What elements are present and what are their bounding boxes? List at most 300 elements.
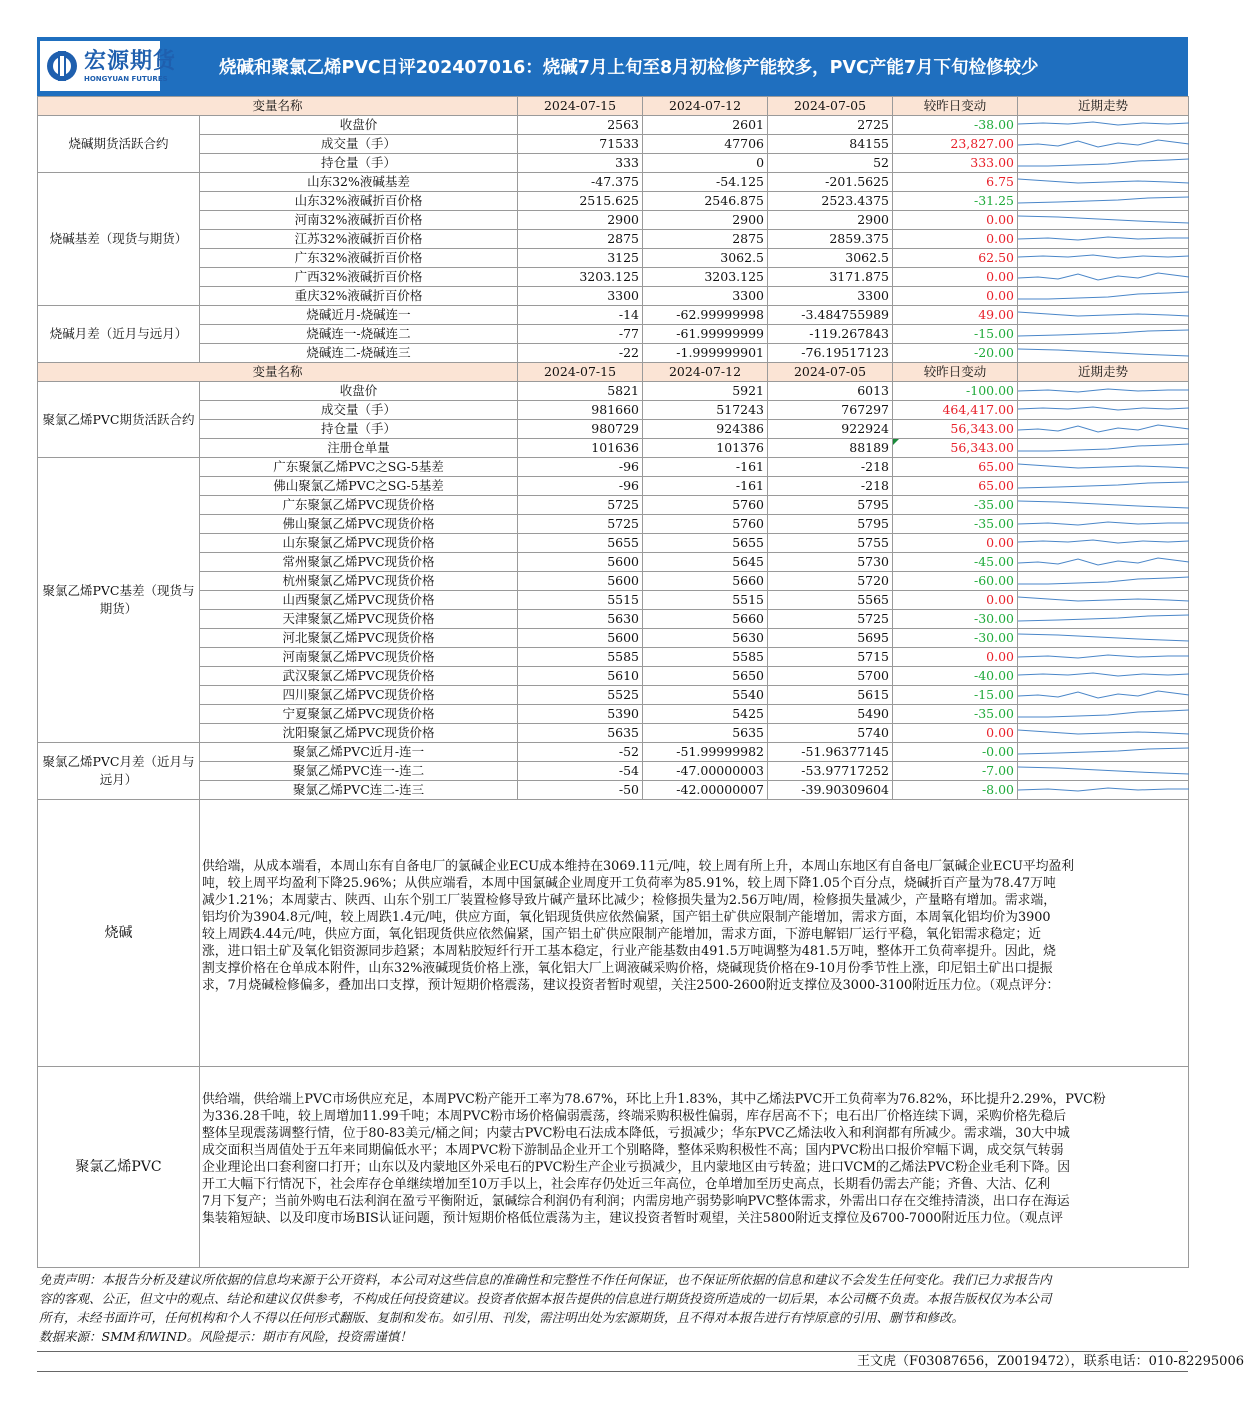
- variable-name: 广东聚氯乙烯PVC之SG-5基差: [200, 458, 518, 477]
- value-2024-07-15: 2515.625: [518, 192, 643, 211]
- value-2024-07-05: -218: [768, 458, 893, 477]
- variable-name: 山东32%液碱基差: [200, 173, 518, 192]
- value-2024-07-05: 2859.375: [768, 230, 893, 249]
- variable-name: 常州聚氯乙烯PVC现货价格: [200, 553, 518, 572]
- value-2024-07-12: -161: [643, 477, 768, 496]
- value-2024-07-15: 3203.125: [518, 268, 643, 287]
- variable-name: 成交量（手）: [200, 135, 518, 154]
- commentary-line: 集装箱短缺、以及印度市场BIS认证问题，预计短期价格低位震荡为主，建议投资者暂时观望，关注5800附近支撑位及6700-7000附近压力位。（观点评: [202, 1211, 1064, 1226]
- variable-name: 河南32%液碱折百价格: [200, 211, 518, 230]
- table-row: [38, 325, 1189, 344]
- value-2024-07-15: 2875: [518, 230, 643, 249]
- value-2024-07-12: 5635: [643, 724, 768, 743]
- table-row: [38, 211, 1189, 230]
- daily-change: -7.00: [893, 762, 1018, 781]
- commentary-line: 成交面积当周值处于五年来同期偏低水平；本周PVC粉下游制品企业开工个别略降，整体采购积极性不高；国内PVC粉出口报价窄幅下调，成交氛气转弱: [202, 1143, 1064, 1158]
- table-row: [38, 515, 1189, 534]
- trend-sparkline: [1018, 667, 1189, 686]
- daily-change: -8.00: [893, 781, 1018, 800]
- variable-name: 河南聚氯乙烯PVC现货价格: [200, 648, 518, 667]
- table-row: [38, 781, 1189, 800]
- daily-change: 0.00: [893, 591, 1018, 610]
- value-2024-07-12: -42.00000007: [643, 781, 768, 800]
- trend-sparkline: [1018, 762, 1189, 781]
- commentary-line: 吨，较上周平均盈利下降25.96%；从供应端看，本周中国氯碱企业周度开工负荷率为85.91%，较上周下降1.05个百分点，烧碱折百产量为78.47万吨: [202, 876, 1056, 891]
- variable-name: 山西聚氯乙烯PVC现货价格: [200, 591, 518, 610]
- daily-change: -0.00: [893, 743, 1018, 762]
- value-2024-07-15: 3125: [518, 249, 643, 268]
- column-header-date: 2024-07-12: [643, 97, 768, 116]
- daily-change: 56,343.00: [893, 420, 1018, 439]
- daily-change: 464,417.00: [893, 401, 1018, 420]
- trend-sparkline: [1018, 781, 1189, 800]
- value-2024-07-15: -50: [518, 781, 643, 800]
- trend-sparkline: [1018, 724, 1189, 743]
- daily-change: -60.00: [893, 572, 1018, 591]
- value-2024-07-15: 2563: [518, 116, 643, 135]
- column-header-change: 较昨日变动: [893, 363, 1018, 382]
- commentary-line: 供给端，供给端上PVC市场供应充足，本周PVC粉产能开工率为78.67%，环比上升1.83%，其中乙烯法PVC开工负荷率为76.82%，环比提升2.29%，PVC粉: [202, 1092, 1106, 1107]
- value-2024-07-12: -47.00000003: [643, 762, 768, 781]
- trend-sparkline: [1018, 610, 1189, 629]
- value-2024-07-12: 5515: [643, 591, 768, 610]
- group-name: 聚氯乙烯PVC基差（现货与期货）: [38, 458, 200, 743]
- column-header-date: 2024-07-15: [518, 363, 643, 382]
- table-row: [38, 496, 1189, 515]
- variable-name: 广东32%液碱折百价格: [200, 249, 518, 268]
- value-2024-07-15: -77: [518, 325, 643, 344]
- variable-name: 杭州聚氯乙烯PVC现货价格: [200, 572, 518, 591]
- commentary-line: 割支撑价格在仓单成本附件，山东32%液碱现货价格上涨，氧化铝大厂上调液碱采购价格，烧碱现货价格在9-10月份季节性上涨，印尼铝土矿出口提振: [202, 961, 1053, 976]
- value-2024-07-05: 2900: [768, 211, 893, 230]
- commentary-line: 开工大幅下行情况下，社会库存仓单继续增加至10万手以上，社会库存仍处近三年高位，仓单增加至历史高点，长期看仍需去产能；齐鲁、大沽、亿利: [202, 1177, 1051, 1192]
- variable-name: 聚氯乙烯PVC连一-连二: [200, 762, 518, 781]
- commentary-category: 聚氯乙烯PVC: [38, 1067, 200, 1268]
- daily-change: -31.25: [893, 192, 1018, 211]
- value-2024-07-15: 5725: [518, 496, 643, 515]
- daily-change: 0.00: [893, 211, 1018, 230]
- value-2024-07-15: 5390: [518, 705, 643, 724]
- table-row: [38, 477, 1189, 496]
- value-2024-07-05: 5715: [768, 648, 893, 667]
- trend-sparkline: [1018, 401, 1189, 420]
- commentary-line: 减少1.21%；本周蒙古、陕西、山东个别工厂装置检修导致片碱产量环比减少；检修损失量为2.56万吨/周，检修损失量减少，产量略有增加。需求端，: [202, 893, 1057, 908]
- value-2024-07-12: 5660: [643, 572, 768, 591]
- daily-change: 23,827.00: [893, 135, 1018, 154]
- value-2024-07-05: 88189: [768, 439, 893, 458]
- commentary-text: [200, 1067, 1189, 1268]
- trend-sparkline: [1018, 344, 1189, 363]
- value-2024-07-15: 333: [518, 154, 643, 173]
- trend-sparkline: [1018, 477, 1189, 496]
- daily-change: 0.00: [893, 230, 1018, 249]
- value-2024-07-05: 5720: [768, 572, 893, 591]
- table-row: [38, 743, 1189, 762]
- daily-change: 56,343.00: [893, 439, 1018, 458]
- table-row: [38, 230, 1189, 249]
- table-row: [38, 401, 1189, 420]
- variable-name: 收盘价: [200, 382, 518, 401]
- daily-change: -30.00: [893, 629, 1018, 648]
- daily-change: 0.00: [893, 534, 1018, 553]
- trend-sparkline: [1018, 686, 1189, 705]
- trend-sparkline: [1018, 173, 1189, 192]
- value-2024-07-12: -161: [643, 458, 768, 477]
- value-2024-07-12: 5660: [643, 610, 768, 629]
- daily-change: 0.00: [893, 724, 1018, 743]
- author-contact: 王文虎（F03087656，Z0019472），联系电话：010-82295006: [857, 1354, 1244, 1369]
- value-2024-07-12: 2900: [643, 211, 768, 230]
- value-2024-07-15: -96: [518, 458, 643, 477]
- daily-change: 62.50: [893, 249, 1018, 268]
- value-2024-07-12: 5645: [643, 553, 768, 572]
- commentary-line: 企业理论出口套利窗口打开；山东以及内蒙地区外采电石的PVC粉生产企业亏损减少，且内蒙地区由亏转盈；进口VCM的乙烯法PVC粉企业毛利下降。因: [202, 1160, 1071, 1175]
- variable-name: 持仓量（手）: [200, 154, 518, 173]
- table-row: [38, 458, 1189, 477]
- value-2024-07-12: 3062.5: [643, 249, 768, 268]
- value-2024-07-05: 3062.5: [768, 249, 893, 268]
- commentary-text: [200, 800, 1189, 1067]
- report-sheet: [37, 37, 1244, 1372]
- variable-name: 烧碱连二-烧碱连三: [200, 344, 518, 363]
- value-2024-07-05: -76.19517123: [768, 344, 893, 363]
- commentary-line: 铝均价为3904.8元/吨，较上周跌1.4元/吨，供应方面，氧化铝现货供应依然偏紧，国产铝土矿供应限制产能增加，需求方面，本周氧化铝均价为3900: [202, 910, 1051, 925]
- variable-name: 武汉聚氯乙烯PVC现货价格: [200, 667, 518, 686]
- column-header-date: 2024-07-15: [518, 97, 643, 116]
- value-2024-07-15: 5600: [518, 572, 643, 591]
- value-2024-07-12: 5540: [643, 686, 768, 705]
- trend-sparkline: [1018, 268, 1189, 287]
- trend-sparkline: [1018, 496, 1189, 515]
- value-2024-07-05: -3.484755989: [768, 306, 893, 325]
- trend-sparkline: [1018, 439, 1189, 458]
- daily-change: -100.00: [893, 382, 1018, 401]
- trend-sparkline: [1018, 648, 1189, 667]
- value-2024-07-15: 5585: [518, 648, 643, 667]
- value-2024-07-12: 3300: [643, 287, 768, 306]
- trend-sparkline: [1018, 382, 1189, 401]
- variable-name: 聚氯乙烯PVC近月-连一: [200, 743, 518, 762]
- value-2024-07-05: 5695: [768, 629, 893, 648]
- value-2024-07-15: 5821: [518, 382, 643, 401]
- variable-name: 江苏32%液碱折百价格: [200, 230, 518, 249]
- value-2024-07-12: 2546.875: [643, 192, 768, 211]
- daily-change: -15.00: [893, 325, 1018, 344]
- column-header-trend: 近期走势: [1018, 97, 1189, 116]
- logo-text-cn: 宏源期货: [84, 49, 177, 74]
- daily-change: 0.00: [893, 648, 1018, 667]
- variable-name: 烧碱连一-烧碱连二: [200, 325, 518, 344]
- value-2024-07-15: 980729: [518, 420, 643, 439]
- value-2024-07-05: -39.90309604: [768, 781, 893, 800]
- value-2024-07-15: 5655: [518, 534, 643, 553]
- disclaimer-line: 免责声明：本报告分析及建议所依据的信息均来源于公开资料，本公司对这些信息的准确性和完整性不作任何保证，也不保证所依据的信息和建议不会发生任何变化。我们已力求报告内: [39, 1272, 1052, 1287]
- daily-change: 6.75: [893, 173, 1018, 192]
- value-2024-07-15: 5610: [518, 667, 643, 686]
- trend-sparkline: [1018, 154, 1189, 173]
- daily-change: -35.00: [893, 496, 1018, 515]
- value-2024-07-15: 5635: [518, 724, 643, 743]
- trend-sparkline: [1018, 211, 1189, 230]
- value-2024-07-12: 0: [643, 154, 768, 173]
- commentary-line: 整体呈现震荡调整行情，位于80-83美元/桶之间；内蒙古PVC粉电石法成本降低，亏损减少；华东PVC乙烯法收入和利润都有所减少。需求端，30大中城: [202, 1126, 1070, 1141]
- variable-name: 广东聚氯乙烯PVC现货价格: [200, 496, 518, 515]
- trend-sparkline: [1018, 553, 1189, 572]
- value-2024-07-15: -54: [518, 762, 643, 781]
- value-2024-07-05: 84155: [768, 135, 893, 154]
- value-2024-07-05: 3300: [768, 287, 893, 306]
- trend-sparkline: [1018, 591, 1189, 610]
- column-header-date: 2024-07-05: [768, 97, 893, 116]
- value-2024-07-05: 6013: [768, 382, 893, 401]
- table-row: [38, 135, 1189, 154]
- commentary-line: 较上周跌4.44元/吨，供应方面，氧化铝现货供应依然偏紧，国产铝土矿供应限制产能增加，需求方面，下游电解铝厂运行平稳，氧化铝需求稳定；近: [202, 927, 1042, 942]
- company-logo: [40, 41, 177, 91]
- table-row: [38, 249, 1189, 268]
- value-2024-07-12: 101376: [643, 439, 768, 458]
- table-row: [38, 610, 1189, 629]
- value-2024-07-15: 5630: [518, 610, 643, 629]
- value-2024-07-12: 47706: [643, 135, 768, 154]
- variable-name: 聚氯乙烯PVC连二-连三: [200, 781, 518, 800]
- value-2024-07-05: 5755: [768, 534, 893, 553]
- commentary-line: 涨，进口铝土矿及氧化铝资源同步趋紧；本周粘胶短纤行开工基本稳定，行业产能基数由491.5万吨调整为481.5万吨，整体开工负荷率提升。因此，烧: [202, 944, 1056, 959]
- variable-name: 山东聚氯乙烯PVC现货价格: [200, 534, 518, 553]
- value-2024-07-15: 5525: [518, 686, 643, 705]
- value-2024-07-12: 924386: [643, 420, 768, 439]
- column-header-date: 2024-07-12: [643, 363, 768, 382]
- table-row: [38, 306, 1189, 325]
- value-2024-07-05: 5725: [768, 610, 893, 629]
- group-name: 聚氯乙烯PVC期货活跃合约: [38, 382, 200, 458]
- commentary-line: 7月下复产；当前外购电石法利润在盈亏平衡附近，氯碱综合利润仍有利润；内需房地产弱势影响PVC整体需求，外需出口存在交维持清淡，出口存在海运: [202, 1194, 1070, 1209]
- value-2024-07-05: -119.267843: [768, 325, 893, 344]
- value-2024-07-05: 2725: [768, 116, 893, 135]
- value-2024-07-12: -51.99999982: [643, 743, 768, 762]
- value-2024-07-12: 2601: [643, 116, 768, 135]
- value-2024-07-15: 5725: [518, 515, 643, 534]
- value-2024-07-12: -1.999999901: [643, 344, 768, 363]
- commentary-lines: [202, 1067, 1188, 1227]
- value-2024-07-12: 5760: [643, 496, 768, 515]
- variable-name: 四川聚氯乙烯PVC现货价格: [200, 686, 518, 705]
- table-row: [38, 268, 1189, 287]
- daily-change: 0.00: [893, 287, 1018, 306]
- variable-name: 成交量（手）: [200, 401, 518, 420]
- report-header: [37, 37, 1188, 96]
- value-2024-07-05: -218: [768, 477, 893, 496]
- value-2024-07-15: 5600: [518, 553, 643, 572]
- table-row: [38, 762, 1189, 781]
- value-2024-07-05: 5565: [768, 591, 893, 610]
- trend-sparkline: [1018, 629, 1189, 648]
- daily-change: -35.00: [893, 515, 1018, 534]
- value-2024-07-15: 71533: [518, 135, 643, 154]
- variable-name: 烧碱近月-烧碱连一: [200, 306, 518, 325]
- trend-sparkline: [1018, 420, 1189, 439]
- value-2024-07-12: -61.99999999: [643, 325, 768, 344]
- table-row: [38, 116, 1189, 135]
- variable-name: 注册仓单量: [200, 439, 518, 458]
- group-name: 聚氯乙烯PVC月差（近月与远月）: [38, 743, 200, 800]
- logo-text-en: HONGYUAN FUTURES: [84, 75, 168, 83]
- commentary-row: [38, 800, 1189, 1067]
- daily-change: -38.00: [893, 116, 1018, 135]
- value-2024-07-15: -14: [518, 306, 643, 325]
- value-2024-07-12: 5650: [643, 667, 768, 686]
- value-2024-07-12: 5655: [643, 534, 768, 553]
- table-row: [38, 287, 1189, 306]
- trend-sparkline: [1018, 287, 1189, 306]
- section-header-row: [38, 363, 1189, 382]
- table-row: [38, 667, 1189, 686]
- trend-sparkline: [1018, 306, 1189, 325]
- table-row: [38, 705, 1189, 724]
- data-table: [37, 96, 1189, 1268]
- value-2024-07-15: 5515: [518, 591, 643, 610]
- commentary-line: 供给端，从成本端看，本周山东有自备电厂的氯碱企业ECU成本维持在3069.11元/吨，较上周有所上升，本周山东地区有自备电厂氯碱企业ECU平均盈利: [202, 859, 1075, 874]
- value-2024-07-05: 5740: [768, 724, 893, 743]
- table-row: [38, 648, 1189, 667]
- table-row: [38, 154, 1189, 173]
- variable-name: 广西32%液碱折百价格: [200, 268, 518, 287]
- trend-sparkline: [1018, 458, 1189, 477]
- daily-change: -20.00: [893, 344, 1018, 363]
- value-2024-07-12: 5425: [643, 705, 768, 724]
- value-2024-07-05: 52: [768, 154, 893, 173]
- value-2024-07-15: 3300: [518, 287, 643, 306]
- value-2024-07-05: 3171.875: [768, 268, 893, 287]
- trend-sparkline: [1018, 192, 1189, 211]
- report-title: 烧碱和聚氯乙烯PVC日评202407016：烧碱7月上旬至8月初检修产能较多，PVC产能7月下旬检修较少: [219, 58, 1039, 78]
- value-2024-07-12: 5585: [643, 648, 768, 667]
- table-row: [38, 420, 1189, 439]
- table-row: [38, 439, 1189, 458]
- variable-name: 收盘价: [200, 116, 518, 135]
- table-row: [38, 629, 1189, 648]
- variable-name: 佛山聚氯乙烯PVC之SG-5基差: [200, 477, 518, 496]
- value-2024-07-05: 5795: [768, 496, 893, 515]
- trend-sparkline: [1018, 230, 1189, 249]
- daily-change: 49.00: [893, 306, 1018, 325]
- column-header-change: 较昨日变动: [893, 97, 1018, 116]
- value-2024-07-12: 5921: [643, 382, 768, 401]
- value-2024-07-15: -96: [518, 477, 643, 496]
- variable-name: 持仓量（手）: [200, 420, 518, 439]
- value-2024-07-05: 922924: [768, 420, 893, 439]
- daily-change: 65.00: [893, 458, 1018, 477]
- table-row: [38, 173, 1189, 192]
- value-2024-07-12: -54.125: [643, 173, 768, 192]
- table-row: [38, 724, 1189, 743]
- trend-sparkline: [1018, 135, 1189, 154]
- daily-change: 0.00: [893, 268, 1018, 287]
- daily-change: 65.00: [893, 477, 1018, 496]
- value-2024-07-05: 5795: [768, 515, 893, 534]
- value-2024-07-15: 2900: [518, 211, 643, 230]
- table-row: [38, 534, 1189, 553]
- group-name: 烧碱基差（现货与期货）: [38, 173, 200, 306]
- daily-change: -35.00: [893, 705, 1018, 724]
- value-2024-07-15: 5600: [518, 629, 643, 648]
- value-2024-07-05: 5490: [768, 705, 893, 724]
- value-2024-07-12: 517243: [643, 401, 768, 420]
- table-row: [38, 344, 1189, 363]
- table-row: [38, 382, 1189, 401]
- value-2024-07-15: 981660: [518, 401, 643, 420]
- column-header-variable: 变量名称: [38, 363, 518, 382]
- trend-sparkline: [1018, 705, 1189, 724]
- value-2024-07-05: 5615: [768, 686, 893, 705]
- value-2024-07-05: -53.97717252: [768, 762, 893, 781]
- value-2024-07-05: -201.5625: [768, 173, 893, 192]
- trend-sparkline: [1018, 743, 1189, 762]
- value-2024-07-05: 767297: [768, 401, 893, 420]
- column-header-date: 2024-07-05: [768, 363, 893, 382]
- daily-change: -45.00: [893, 553, 1018, 572]
- group-name: 烧碱期货活跃合约: [38, 116, 200, 173]
- table-row: [38, 686, 1189, 705]
- variable-name: 河北聚氯乙烯PVC现货价格: [200, 629, 518, 648]
- section-header-row: [38, 97, 1189, 116]
- daily-change: 333.00: [893, 154, 1018, 173]
- bottom-divider: [37, 1371, 1188, 1372]
- value-2024-07-05: 5730: [768, 553, 893, 572]
- trend-sparkline: [1018, 325, 1189, 344]
- value-2024-07-12: 3203.125: [643, 268, 768, 287]
- commentary-category: 烧碱: [38, 800, 200, 1067]
- variable-name: 天津聚氯乙烯PVC现货价格: [200, 610, 518, 629]
- disclaimer-line: 容的客观、公正，但文中的观点、结论和建议仅供参考，不构成任何投资建议。投资者依据本报告提供的信息进行期货投资所造成的一切后果，本公司概不负责。本报告版权仅为本公司: [39, 1291, 1052, 1306]
- commentary-lines: [202, 800, 1188, 994]
- disclaimer-line: 所有，未经书面许可，任何机构和个人不得以任何形式翻版、复制和发布。如引用、刊发，需注明出处为宏源期货，且不得对本报告进行有悖原意的引用、删节和修改。: [39, 1310, 965, 1325]
- table-row: [38, 572, 1189, 591]
- table-row: [38, 553, 1189, 572]
- value-2024-07-15: -22: [518, 344, 643, 363]
- data-source-line: 数据来源：SMM和WIND。风险提示：期市有风险，投资需谨慎！: [39, 1329, 412, 1344]
- commentary-row: [38, 1067, 1189, 1268]
- variable-name: 重庆32%液碱折百价格: [200, 287, 518, 306]
- table-row: [38, 192, 1189, 211]
- trend-sparkline: [1018, 515, 1189, 534]
- trend-sparkline: [1018, 116, 1189, 135]
- value-2024-07-05: -51.96377145: [768, 743, 893, 762]
- value-2024-07-05: 5700: [768, 667, 893, 686]
- value-2024-07-12: -62.99999998: [643, 306, 768, 325]
- value-2024-07-12: 5760: [643, 515, 768, 534]
- value-2024-07-15: -47.375: [518, 173, 643, 192]
- commentary-line: 求，7月烧碱检修偏多，叠加出口支撑，预计短期价格震荡，建议投资者暂时观望，关注2500-2600附近支撑位及3000-3100附近压力位。（观点评分：: [202, 978, 1060, 993]
- column-header-trend: 近期走势: [1018, 363, 1189, 382]
- daily-change: -40.00: [893, 667, 1018, 686]
- variable-name: 山东32%液碱折百价格: [200, 192, 518, 211]
- disclaimer: [39, 1270, 1188, 1346]
- value-2024-07-05: 2523.4375: [768, 192, 893, 211]
- variable-name: 佛山聚氯乙烯PVC现货价格: [200, 515, 518, 534]
- variable-name: 沈阳聚氯乙烯PVC现货价格: [200, 724, 518, 743]
- trend-sparkline: [1018, 534, 1189, 553]
- daily-change: -30.00: [893, 610, 1018, 629]
- column-header-variable: 变量名称: [38, 97, 518, 116]
- trend-sparkline: [1018, 572, 1189, 591]
- group-name: 烧碱月差（近月与远月）: [38, 306, 200, 363]
- daily-change: -15.00: [893, 686, 1018, 705]
- value-2024-07-15: -52: [518, 743, 643, 762]
- trend-sparkline: [1018, 249, 1189, 268]
- variable-name: 宁夏聚氯乙烯PVC现货价格: [200, 705, 518, 724]
- hongyuan-logo-icon: [46, 47, 78, 85]
- table-row: [38, 591, 1189, 610]
